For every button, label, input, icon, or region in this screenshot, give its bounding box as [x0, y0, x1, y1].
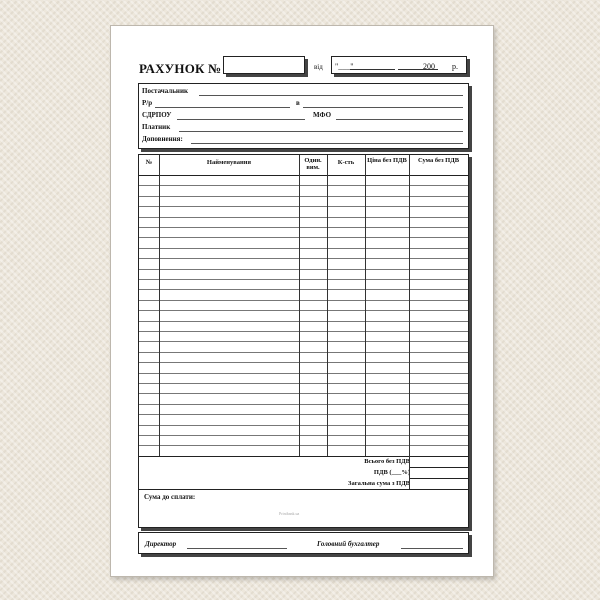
table-row-line — [139, 321, 468, 322]
table-row-line — [139, 258, 468, 259]
header-name: Найменування — [206, 159, 252, 166]
supplier-line[interactable] — [199, 95, 463, 96]
table-row-line — [139, 404, 468, 405]
additions-label: Доповнення: — [142, 135, 183, 143]
table-row-line — [139, 185, 468, 186]
table-column-line — [159, 155, 160, 456]
payer-label: Платник — [142, 123, 171, 131]
table-row-line — [139, 248, 468, 249]
table-row-line — [139, 310, 468, 311]
table-row-line — [139, 362, 468, 363]
totals-row-line — [409, 467, 468, 468]
date-year: 200 — [423, 62, 435, 71]
table-row-line — [139, 435, 468, 436]
totals-row-line — [139, 489, 468, 490]
header-price: Ціна без ПДВ — [367, 157, 407, 164]
header-qty: К-сть — [337, 159, 355, 166]
mfo-line[interactable] — [336, 119, 463, 120]
table-row-line — [139, 217, 468, 218]
table-row-line — [139, 352, 468, 353]
table-row-line — [139, 300, 468, 301]
header-number: № — [145, 159, 153, 166]
watermark: Printbank.ua — [279, 510, 300, 516]
date-day: "___" — [335, 62, 354, 71]
header-sum: Сума без ПДВ — [417, 157, 460, 164]
date-suffix: р. — [452, 62, 458, 71]
accountant-label: Головний бухгалтер — [317, 540, 380, 548]
accountant-sign-line[interactable] — [401, 548, 463, 549]
edrpou-line[interactable] — [177, 119, 305, 120]
vat-label: ПДВ (___%) — [373, 468, 410, 476]
table-row-line — [139, 373, 468, 374]
director-label: Директор — [145, 540, 177, 548]
items-table — [138, 154, 469, 528]
totals-row-line — [409, 478, 468, 479]
additions-line[interactable] — [191, 143, 463, 144]
total-label: Загальна сума з ПДВ — [348, 479, 410, 487]
table-row-line — [139, 445, 468, 446]
account-label: Р/р — [142, 99, 153, 107]
table-column-line — [365, 155, 366, 456]
table-row-line — [139, 456, 468, 457]
table-row-line — [139, 425, 468, 426]
mfo-label: МФО — [313, 111, 332, 119]
invoice-date-field[interactable] — [331, 56, 467, 74]
table-column-line — [409, 155, 410, 456]
table-row-line — [139, 206, 468, 207]
totals-column-line — [409, 456, 410, 489]
edrpou-label: СДРПОУ — [142, 111, 172, 119]
signatures-block — [138, 532, 469, 554]
date-from-label: від — [314, 63, 323, 71]
table-row-line — [139, 289, 468, 290]
header-unit: Один. вим. — [304, 157, 322, 171]
table-row-line — [139, 383, 468, 384]
table-row-line — [139, 414, 468, 415]
bank-line[interactable] — [303, 107, 463, 108]
date-month-line — [350, 69, 395, 70]
parties-block — [138, 83, 469, 149]
table-row-line — [139, 341, 468, 342]
table-row-line — [139, 331, 468, 332]
director-sign-line[interactable] — [187, 548, 287, 549]
table-row-line — [139, 393, 468, 394]
amount-due-label: Сума до сплати: — [144, 492, 196, 501]
table-row-line — [139, 269, 468, 270]
subtotal-label: Всього без ПДВ — [364, 457, 410, 465]
table-row-line — [139, 227, 468, 228]
invoice-title: РАХУНОК № — [139, 61, 222, 76]
supplier-label: Постачальник — [142, 87, 189, 95]
invoice-number-field[interactable] — [223, 56, 305, 74]
table-column-line — [327, 155, 328, 456]
payer-line[interactable] — [179, 131, 463, 132]
account-line[interactable] — [155, 107, 290, 108]
table-row-line — [139, 237, 468, 238]
table-row-line — [139, 279, 468, 280]
invoice-sheet — [110, 25, 494, 577]
table-column-line — [299, 155, 300, 456]
table-row-line — [139, 196, 468, 197]
bank-in-label: в — [296, 99, 300, 107]
table-header-divider — [139, 175, 468, 176]
